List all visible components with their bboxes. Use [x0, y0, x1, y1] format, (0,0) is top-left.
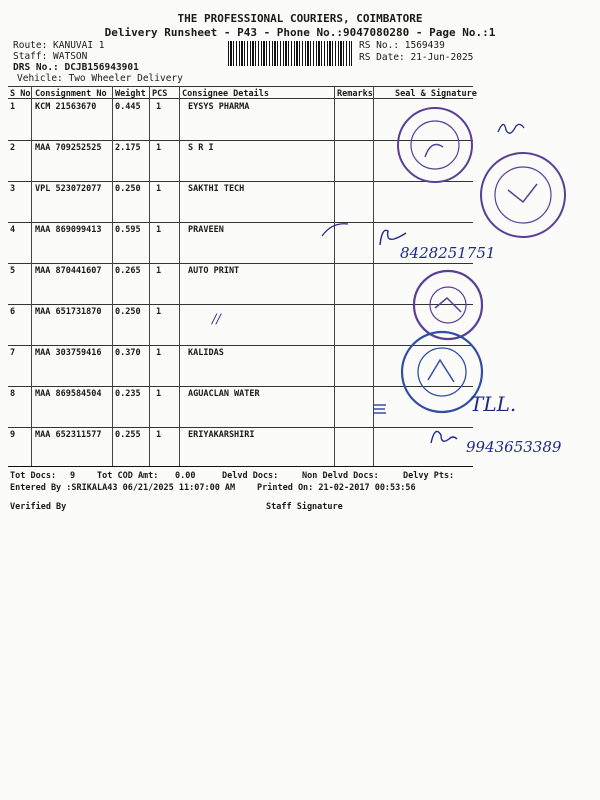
signature-row1	[496, 118, 526, 138]
delvd-docs-label: Delvd Docs:	[222, 471, 279, 481]
row-consignment-no: MAA 652311577	[35, 430, 102, 440]
entered-by: Entered By :SRIKALA43 06/21/2025 11:07:00 AM	[10, 483, 236, 493]
row-consignee: SAKTHI TECH	[188, 184, 245, 194]
row-sno: 2	[10, 143, 16, 153]
tot-cod-value: 0.00	[175, 471, 196, 481]
signature-row9	[427, 423, 459, 449]
row-pcs: 1	[156, 389, 162, 399]
row-pcs: 1	[156, 184, 162, 194]
col-header-consignee: Consignee Details	[182, 89, 269, 99]
non-delvd-docs-label: Non Delvd Docs:	[302, 471, 379, 481]
barcode	[228, 41, 352, 66]
row-consignment-no: MAA 303759416	[35, 348, 102, 358]
tot-docs-value: 9	[70, 471, 76, 481]
row-consignment-no: MAA 869099413	[35, 225, 102, 235]
route-label: Route: KANUVAI 1	[13, 40, 105, 51]
col-header-seal-signature: Seal & Signature	[395, 89, 477, 99]
row-pcs: 1	[156, 266, 162, 276]
row-consignment-no: VPL 523072077	[35, 184, 102, 194]
handwritten-mark-row6: //	[212, 312, 221, 327]
row-weight: 0.370	[115, 348, 141, 358]
delvy-pts-label: Delvy Pts:	[403, 471, 455, 481]
row-sno: 8	[10, 389, 16, 399]
row-consignee: AUTO PRINT	[188, 266, 240, 276]
rs-number: RS No.: 1569439	[359, 40, 445, 51]
row-sno: 6	[10, 307, 16, 317]
vehicle-label: Vehicle: Two Wheeler Delivery	[17, 73, 183, 84]
row-weight: 0.265	[115, 266, 141, 276]
row-sno: 3	[10, 184, 16, 194]
signature-row8-mark	[372, 402, 388, 414]
row-sno: 4	[10, 225, 16, 235]
drs-number: DRS No.: DCJB156943901	[13, 62, 139, 73]
row-consignee: PRAVEEN	[188, 225, 224, 235]
row-weight: 0.445	[115, 102, 141, 112]
company-stamp-2	[478, 150, 568, 240]
signature-row2-mark	[320, 222, 350, 238]
row-weight: 0.250	[115, 307, 141, 317]
col-header-remarks: Remarks	[337, 89, 373, 99]
row-weight: 0.250	[115, 184, 141, 194]
col-header-sno: S No	[10, 89, 31, 99]
row-consignee: AGUACLAN WATER	[188, 389, 260, 399]
row-weight: 2.175	[115, 143, 141, 153]
printed-on: Printed On: 21-02-2017 00:53:56	[257, 483, 416, 493]
col-header-weight: Weight	[115, 89, 146, 99]
row-consignment-no: MAA 869584504	[35, 389, 102, 399]
row-weight: 0.595	[115, 225, 141, 235]
row-weight: 0.255	[115, 430, 141, 440]
row-pcs: 1	[156, 348, 162, 358]
row-pcs: 1	[156, 430, 162, 440]
company-title: THE PROFESSIONAL COURIERS, COIMBATORE	[177, 12, 423, 25]
handwritten-phone-2: 9943653389	[466, 438, 562, 456]
tot-docs-label: Tot Docs:	[10, 471, 57, 481]
handwritten-phone-1: 8428251751	[400, 244, 496, 262]
row-consignee: KALIDAS	[188, 348, 224, 358]
row-weight: 0.235	[115, 389, 141, 399]
col-header-pcs: PCS	[152, 89, 168, 99]
row-consignment-no: MAA 651731870	[35, 307, 102, 317]
rs-date: RS Date: 21-Jun-2025	[359, 52, 474, 63]
col-header-consignment: Consignment No	[35, 89, 107, 99]
handwritten-mark-row8: TLL.	[470, 392, 517, 416]
row-pcs: 1	[156, 102, 162, 112]
runsheet-subtitle: Delivery Runsheet - P43 - Phone No.:9047080280 - Page No.:1	[104, 26, 496, 39]
row-consignment-no: MAA 870441607	[35, 266, 102, 276]
row-consignment-no: KCM 21563670	[35, 102, 97, 112]
staff-signature-label: Staff Signature	[266, 502, 343, 512]
row-pcs: 1	[156, 225, 162, 235]
row-pcs: 1	[156, 143, 162, 153]
row-sno: 7	[10, 348, 16, 358]
row-consignment-no: MAA 709252525	[35, 143, 102, 153]
row-sno: 1	[10, 102, 16, 112]
staff-label: Staff: WATSON	[13, 51, 88, 62]
row-pcs: 1	[156, 307, 162, 317]
verified-by-label: Verified By	[10, 502, 67, 512]
row-sno: 5	[10, 266, 16, 276]
company-stamp-1	[395, 105, 475, 185]
tot-cod-label: Tot COD Amt:	[97, 471, 159, 481]
row-consignee: EYSYS PHARMA	[188, 102, 250, 112]
row-sno: 9	[10, 430, 16, 440]
row-consignee: S R I	[188, 143, 214, 153]
row-consignee: ERIYAKARSHIRI	[188, 430, 255, 440]
